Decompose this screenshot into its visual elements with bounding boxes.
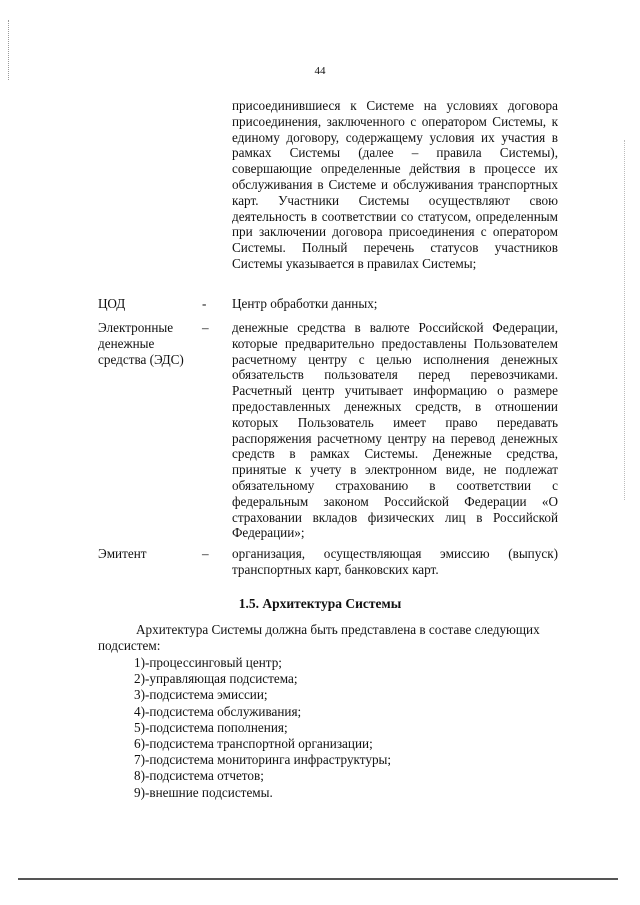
list-item: 2)-управляющая подсистема;	[134, 671, 298, 687]
subsystem-list	[134, 655, 391, 801]
definition-text: организация, осуществляющая эмиссию (выпуск) транспортных карт, банковских карт.	[232, 546, 558, 577]
list-item: 6)-подсистема транспортной организации;	[134, 736, 373, 752]
definition-term: Электронные денежные средства (ЭДС)	[98, 320, 184, 367]
definition-text: присоединившиеся к Системе на условиях договора присоединения, заключенного с оператором Системы, к единому договору, содержащему условия их участия в рамках Системы (далее – правила Системы), совершающие определенные действия в процессе их обслуживания в Системе и обслуживания транспортных карт. Участники Системы осуществляют свою деятельность в соответствии со статусом, определенным при заключении договора присоединения с оператором Системы. Полный перечень статусов участников Системы указывается в правилах Системы;	[232, 98, 558, 271]
definition-term: ЦОД	[98, 296, 126, 311]
list-item: 8)-подсистема отчетов;	[134, 768, 264, 784]
definition-dash: –	[202, 320, 209, 335]
list-item: 7)-подсистема мониторинга инфраструктуры;	[134, 752, 392, 768]
definition-term: Эмитент	[98, 546, 147, 561]
definition-dash: -	[202, 296, 207, 311]
section-heading: 1.5. Архитектура Системы	[238, 596, 402, 611]
definition-text: денежные средства в валюте Российской Федерации, которые предварительно предоставлены Пользователем расчетному центру с целью исполнения денежных обязательств пользователя перед перевозчиками. Расчетный центр учитывает информацию о размере предоставленных денежных средств, в отношении которых Пользователь имеет право передавать распоряжения расчетному центру на перевод денежных средств в рамках Системы. Денежные средства, принятые к учету в электронном виде, не подлежат обязательному страхованию в соответствии с федеральным законом Российской Федерации «О страховании вкладов физических лиц в Российской Федерации»;	[232, 320, 558, 541]
page-number: 44	[314, 65, 326, 77]
scan-edge-mark-right	[624, 140, 628, 500]
definition-text: Центр обработки данных;	[232, 296, 378, 311]
list-item: 1)-процессинговый центр;	[134, 655, 282, 670]
list-item: 3)-подсистема эмиссии;	[134, 687, 268, 703]
scan-edge-mark-bottom	[18, 878, 618, 880]
section-intro: Архитектура Системы должна быть представлена в составе следующих подсистем:	[98, 622, 540, 653]
list-item: 9)-внешние подсистемы.	[134, 784, 273, 800]
list-item: 5)-подсистема пополнения;	[134, 719, 288, 735]
definition-dash: –	[202, 546, 209, 561]
list-item: 4)-подсистема обслуживания;	[134, 703, 302, 719]
